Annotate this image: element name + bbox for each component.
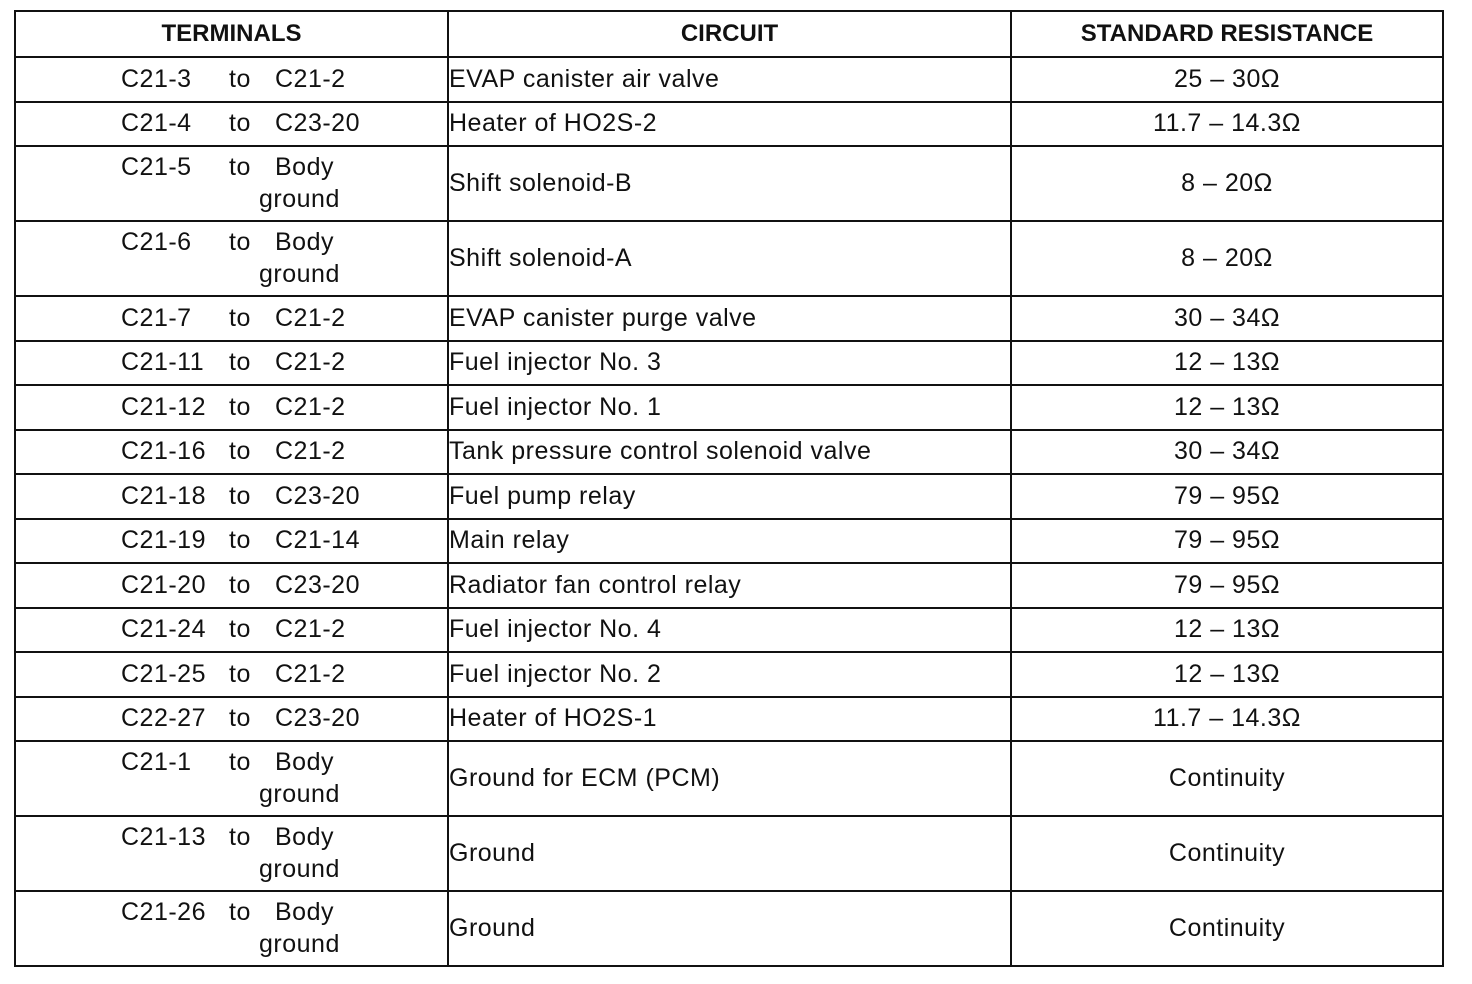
- terminal-dest: Body: [275, 823, 334, 851]
- table-row: [15, 430, 1443, 475]
- terminal-to-word: to: [229, 481, 251, 510]
- circuit-cell: Ground: [448, 891, 1011, 966]
- terminal-dest: C23-20: [275, 109, 360, 138]
- resistance-cell: 12 – 13Ω: [1011, 341, 1443, 386]
- terminal-dest-line2: ground: [259, 855, 340, 883]
- terminal-to-word: to: [229, 898, 251, 926]
- circuit-cell: Heater of HO2S-2: [448, 102, 1011, 147]
- header-circuit: CIRCUIT: [448, 11, 1011, 57]
- resistance-cell: Continuity: [1011, 816, 1443, 891]
- terminals-cell: [15, 474, 448, 519]
- resistance-cell: 79 – 95Ω: [1011, 474, 1443, 519]
- resistance-cell: 79 – 95Ω: [1011, 563, 1443, 608]
- table-row: [15, 741, 1443, 816]
- terminal-from: C21-25: [121, 659, 206, 688]
- terminals-cell: [15, 741, 448, 816]
- terminal-to-word: to: [229, 823, 251, 851]
- terminal-to-word: to: [229, 109, 251, 138]
- terminal-to-word: to: [229, 526, 251, 555]
- table-row: [15, 519, 1443, 564]
- terminal-from: C21-5: [121, 153, 192, 181]
- terminal-dest: Body: [275, 748, 334, 776]
- terminals-cell: [15, 697, 448, 742]
- table-header: [15, 11, 1443, 57]
- terminal-pair: [121, 228, 447, 289]
- circuit-cell: Fuel injector No. 4: [448, 608, 1011, 653]
- document-page: [14, 10, 1442, 967]
- terminal-dest: C23-20: [275, 481, 360, 510]
- table-row: [15, 341, 1443, 386]
- terminal-from: C21-12: [121, 392, 206, 421]
- terminal-dest: C21-14: [275, 526, 360, 555]
- terminal-to-word: to: [229, 437, 251, 466]
- resistance-cell: 25 – 30Ω: [1011, 57, 1443, 102]
- terminal-pair: [121, 437, 447, 466]
- terminal-from: C21-7: [121, 303, 192, 332]
- terminal-to-word: to: [229, 659, 251, 688]
- resistance-cell: 8 – 20Ω: [1011, 146, 1443, 221]
- resistance-cell: 30 – 34Ω: [1011, 430, 1443, 475]
- resistance-cell: 11.7 – 14.3Ω: [1011, 102, 1443, 147]
- terminal-to-word: to: [229, 303, 251, 332]
- table-row: [15, 652, 1443, 697]
- table-row: [15, 563, 1443, 608]
- terminal-pair: [121, 571, 447, 600]
- terminal-dest-line2: ground: [259, 185, 340, 213]
- terminals-cell: [15, 146, 448, 221]
- terminals-cell: [15, 563, 448, 608]
- terminal-to-word: to: [229, 153, 251, 181]
- table-row: [15, 891, 1443, 966]
- terminal-dest: C21-2: [275, 437, 346, 466]
- terminal-pair: [121, 823, 447, 884]
- terminal-dest: Body: [275, 898, 334, 926]
- terminals-cell: [15, 57, 448, 102]
- terminal-from: C21-18: [121, 481, 206, 510]
- resistance-cell: 11.7 – 14.3Ω: [1011, 697, 1443, 742]
- terminal-to-word: to: [229, 704, 251, 733]
- terminals-cell: [15, 430, 448, 475]
- resistance-cell: Continuity: [1011, 741, 1443, 816]
- terminal-from: C21-19: [121, 526, 206, 555]
- terminal-pair: [121, 615, 447, 644]
- resistance-table: [14, 10, 1444, 967]
- circuit-cell: Fuel injector No. 1: [448, 385, 1011, 430]
- terminals-cell: [15, 385, 448, 430]
- terminals-cell: [15, 608, 448, 653]
- terminal-dest: C21-2: [275, 303, 346, 332]
- terminals-cell: [15, 652, 448, 697]
- terminals-cell: [15, 891, 448, 966]
- terminal-pair: [121, 898, 447, 959]
- terminal-from: C21-16: [121, 437, 206, 466]
- terminal-dest: C23-20: [275, 570, 360, 599]
- terminals-cell: [15, 102, 448, 147]
- resistance-cell: 12 – 13Ω: [1011, 652, 1443, 697]
- circuit-cell: Ground for ECM (PCM): [448, 741, 1011, 816]
- circuit-cell: Fuel pump relay: [448, 474, 1011, 519]
- terminal-dest: C21-2: [275, 615, 346, 644]
- terminal-dest: C21-2: [275, 392, 346, 421]
- terminal-to-word: to: [229, 392, 251, 421]
- circuit-cell: Radiator fan control relay: [448, 563, 1011, 608]
- table-row: [15, 608, 1443, 653]
- terminal-dest-line2: ground: [259, 930, 340, 958]
- circuit-cell: Heater of HO2S-1: [448, 697, 1011, 742]
- terminal-to-word: to: [229, 228, 251, 256]
- terminal-to-word: to: [229, 64, 251, 93]
- terminals-cell: [15, 221, 448, 296]
- table-row: [15, 296, 1443, 341]
- terminal-pair: [121, 748, 447, 809]
- header-row: [15, 11, 1443, 57]
- terminal-dest: C23-20: [275, 704, 360, 733]
- resistance-cell: 12 – 13Ω: [1011, 608, 1443, 653]
- terminals-cell: [15, 341, 448, 386]
- terminals-cell: [15, 816, 448, 891]
- terminal-to-word: to: [229, 748, 251, 776]
- table-row: [15, 697, 1443, 742]
- terminal-to-word: to: [229, 615, 251, 644]
- terminal-dest: C21-2: [275, 348, 346, 377]
- terminal-from: C21-1: [121, 748, 192, 776]
- table-row: [15, 221, 1443, 296]
- terminal-to-word: to: [229, 570, 251, 599]
- terminal-from: C21-24: [121, 615, 206, 644]
- terminal-from: C21-4: [121, 109, 192, 138]
- circuit-cell: EVAP canister air valve: [448, 57, 1011, 102]
- circuit-cell: Shift solenoid-A: [448, 221, 1011, 296]
- circuit-cell: EVAP canister purge valve: [448, 296, 1011, 341]
- resistance-cell: 79 – 95Ω: [1011, 519, 1443, 564]
- table-body: [15, 57, 1443, 966]
- table-row: [15, 146, 1443, 221]
- terminals-cell: [15, 296, 448, 341]
- table-row: [15, 102, 1443, 147]
- terminal-from: C21-20: [121, 570, 206, 599]
- resistance-cell: 30 – 34Ω: [1011, 296, 1443, 341]
- table-row: [15, 816, 1443, 891]
- terminal-dest: Body: [275, 153, 334, 181]
- header-standard-resistance: STANDARD RESISTANCE: [1011, 11, 1443, 57]
- terminal-from: C21-6: [121, 228, 192, 256]
- terminal-from: C21-11: [121, 348, 205, 377]
- terminal-pair: [121, 704, 447, 733]
- terminal-dest: Body: [275, 228, 334, 256]
- terminals-cell: [15, 519, 448, 564]
- terminal-pair: [121, 393, 447, 422]
- resistance-cell: 8 – 20Ω: [1011, 221, 1443, 296]
- terminal-pair: [121, 348, 447, 377]
- terminal-pair: [121, 304, 447, 333]
- terminal-dest: C21-2: [275, 659, 346, 688]
- circuit-cell: Fuel injector No. 3: [448, 341, 1011, 386]
- terminal-from: C21-3: [121, 64, 192, 93]
- resistance-cell: 12 – 13Ω: [1011, 385, 1443, 430]
- table-row: [15, 385, 1443, 430]
- terminal-dest: C21-2: [275, 64, 346, 93]
- terminal-dest-line2: ground: [259, 260, 340, 288]
- table-row: [15, 474, 1443, 519]
- terminal-pair: [121, 660, 447, 689]
- table-row: [15, 57, 1443, 102]
- terminal-from: C21-13: [121, 823, 206, 851]
- terminal-pair: [121, 482, 447, 511]
- terminal-pair: [121, 526, 447, 555]
- resistance-cell: Continuity: [1011, 891, 1443, 966]
- terminal-pair: [121, 109, 447, 138]
- terminal-from: C21-26: [121, 898, 206, 926]
- terminal-dest-line2: ground: [259, 780, 340, 808]
- terminal-to-word: to: [229, 348, 251, 377]
- circuit-cell: Ground: [448, 816, 1011, 891]
- circuit-cell: Fuel injector No. 2: [448, 652, 1011, 697]
- circuit-cell: Tank pressure control solenoid valve: [448, 430, 1011, 475]
- header-terminals: TERMINALS: [15, 11, 448, 57]
- terminal-pair: [121, 153, 447, 214]
- terminal-pair: [121, 65, 447, 94]
- circuit-cell: Shift solenoid-B: [448, 146, 1011, 221]
- terminal-from: C22-27: [121, 704, 206, 733]
- circuit-cell: Main relay: [448, 519, 1011, 564]
